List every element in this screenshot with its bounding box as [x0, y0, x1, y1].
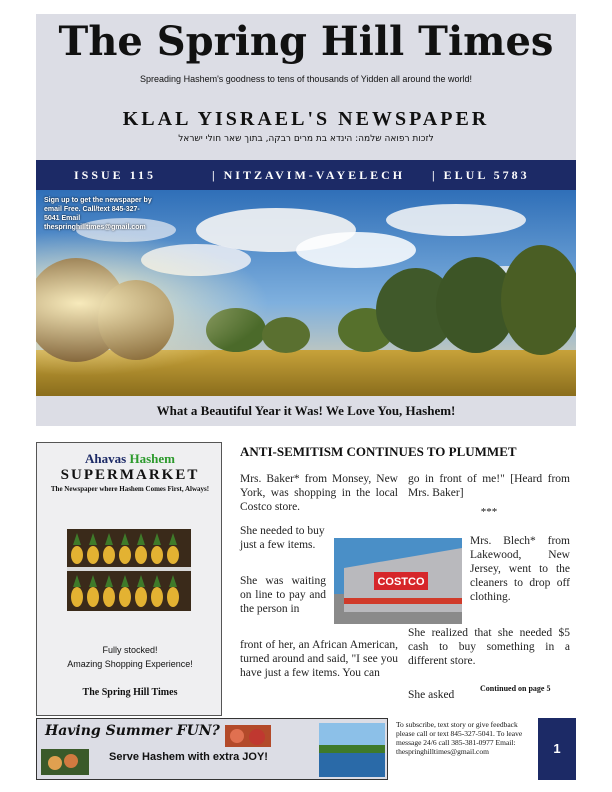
article-paragraph: She needed to buy just a few items.	[240, 525, 325, 551]
continued-note: Continued on page 5	[480, 684, 551, 693]
article-paragraph: She asked	[408, 689, 455, 701]
hebrew-dedication: לזכות רפואה שלמה: הינדא בת מרים רבקה, בתוך שאר חולי ישראל	[178, 134, 434, 144]
costco-store-image	[334, 538, 462, 624]
masthead-panel	[36, 14, 576, 160]
parsha-name: | NITZAVIM-VAYELECH	[212, 168, 406, 182]
ad-stock-text	[37, 643, 223, 671]
subscribe-info: To subscribe, text story or give feedback please call or text 845-327-5041. To leave message 24/6 call 385-381-0977 Email: thespringhilltimes@gmail.com	[396, 720, 523, 756]
costco-sign: COSTCO	[377, 576, 425, 588]
ad-subtitle: The Newspaper where Hashem Comes First, Always!	[50, 485, 210, 493]
fruit-image	[41, 749, 89, 775]
serve-hashem-text: Serve Hashem with extra JOY!	[109, 751, 268, 763]
article-headline: ANTI-SEMITISM CONTINUES TO PLUMMET	[240, 444, 517, 459]
newspaper-subtitle: KLAL YISRAEL'S NEWSPAPER	[122, 108, 490, 130]
page-number: 1	[538, 718, 576, 780]
ad-brand	[37, 451, 223, 467]
ad-brand-second: Hashem	[129, 451, 175, 466]
supermarket-ad	[36, 442, 222, 716]
newspaper-title: The Spring Hill Times	[58, 18, 554, 65]
section-separator: ***	[480, 506, 498, 518]
tagline: Spreading Hashem's goodness to tens of thousands of Yidden all around the world!	[140, 74, 472, 84]
article-paragraph: front of her, an African American, turned around and said, "I see you have just a few items. You can	[240, 639, 398, 679]
hero-caption: What a Beautiful Year it Was! We Love You, Hashem!	[36, 396, 576, 426]
ad-paper-name: The Spring Hill Times	[82, 687, 178, 698]
issue-bar	[36, 160, 576, 190]
food-image	[225, 725, 271, 747]
article-paragraph: She was waiting on line to pay and the person in	[240, 575, 326, 615]
article-paragraph: She realized that she needed $5 cash to buy something in a different store.	[408, 627, 570, 667]
article-paragraph: Mrs. Blech* from Lakewood, New Jersey, went to the cleaners to drop off clothing.	[470, 535, 570, 603]
pineapples-image	[67, 529, 191, 611]
signup-note: Sign up to get the newspaper by email Free. Call/text 845-327-5041 Email thespringhilltimes@gmail.com	[44, 197, 152, 231]
ad-stock-line1: Fully stocked!	[102, 645, 158, 655]
article-paragraph: go in front of me!" [Heard from Mrs. Baker]	[408, 473, 570, 499]
summer-fun-ad	[36, 718, 388, 780]
ad-stock-line2: Amazing Shopping Experience!	[67, 659, 193, 669]
issue-number: ISSUE 115	[74, 168, 157, 182]
article-paragraph: Mrs. Baker* from Monsey, New York, was shopping in the local Costco store.	[240, 473, 398, 513]
issue-date: | ELUL 5783	[432, 168, 530, 182]
lake-image	[319, 723, 385, 777]
summer-fun-title: Having Summer FUN?	[45, 723, 220, 739]
ad-market-title: SUPERMARKET	[60, 467, 200, 483]
ad-brand-first: Ahavas	[85, 451, 127, 466]
